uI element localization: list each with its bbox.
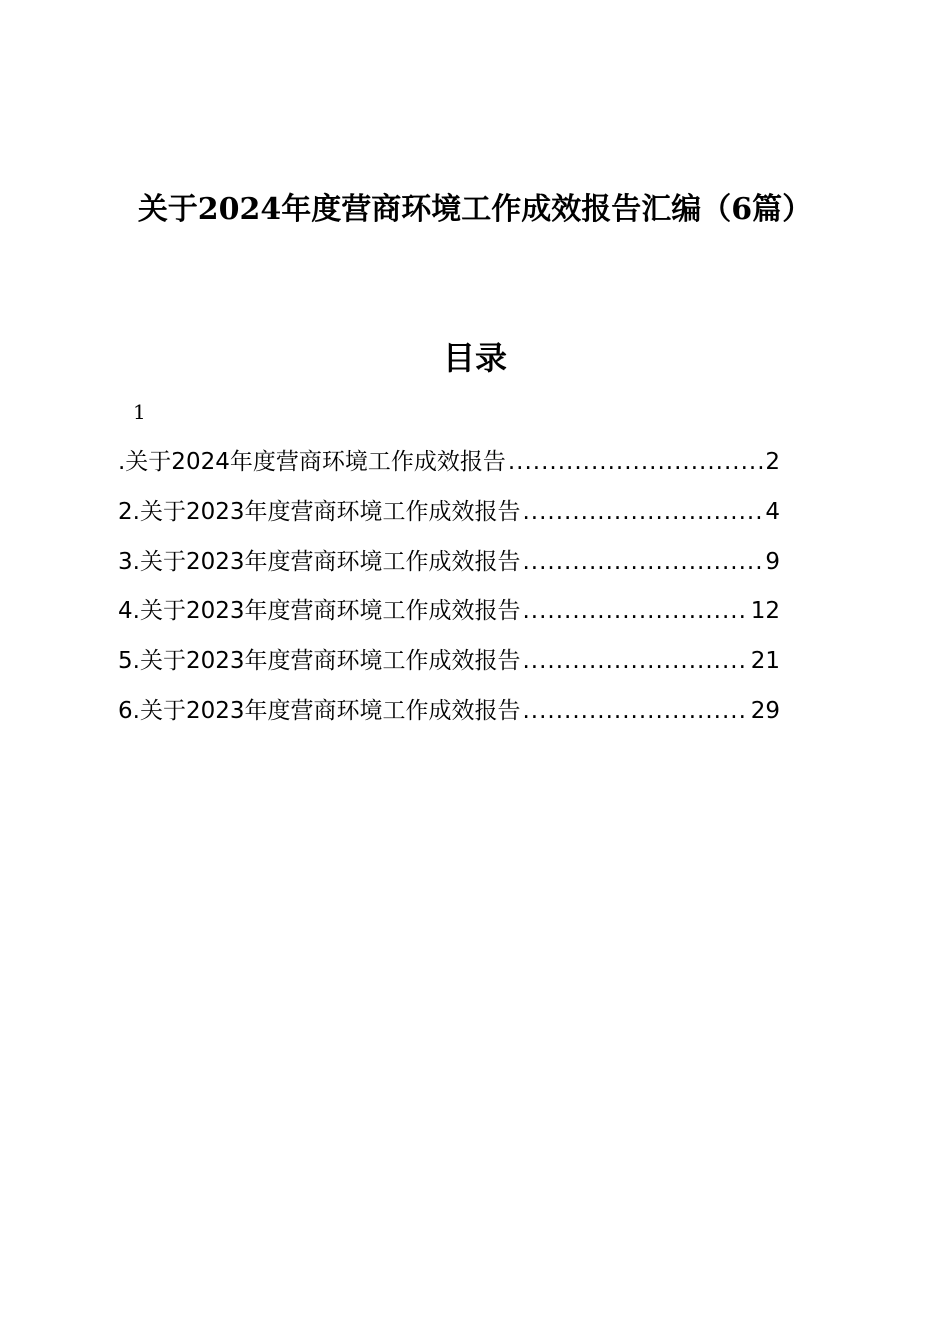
toc-entry-label: 5.关于2023年度营商环境工作成效报告 [118,648,521,675]
toc-entry-5[interactable] [118,644,780,694]
toc-dot-leader [522,495,763,529]
toc-entry-label: 4.关于2023年度营商环境工作成效报告 [118,598,521,625]
toc-list [118,445,780,744]
toc-entry-6[interactable] [118,694,780,744]
toc-entry-label: 6.关于2023年度营商环境工作成效报告 [118,697,521,724]
toc-entry-page: 2 [765,449,780,475]
toc-dot-leader [522,694,748,728]
toc-entry-page: 12 [750,598,780,625]
toc-entry-2[interactable] [118,495,780,545]
toc-dot-leader [522,545,763,579]
toc-entry-label: 2.关于2023年度营商环境工作成效报告 [118,498,521,525]
toc-dot-leader [522,644,748,678]
toc-entry-1[interactable] [118,445,780,495]
toc-entry-page: 4 [765,498,780,525]
toc-entry-label: .关于2024年度营商环境工作成效报告 [118,449,506,475]
toc-entry-label: 3.关于2023年度营商环境工作成效报告 [118,548,521,575]
toc-entry-page: 21 [750,648,780,675]
document-title: 关于2024年度营商环境工作成效报告汇编（6篇） [137,192,813,227]
toc-dot-leader [508,445,764,479]
toc-entry-page: 29 [750,697,780,724]
toc-first-number: 1 [133,400,146,424]
toc-entry-page: 9 [765,548,780,575]
toc-heading: 目录 [442,339,507,377]
toc-dot-leader [522,594,748,628]
toc-entry-3[interactable] [118,545,780,595]
toc-entry-4[interactable] [118,594,780,644]
